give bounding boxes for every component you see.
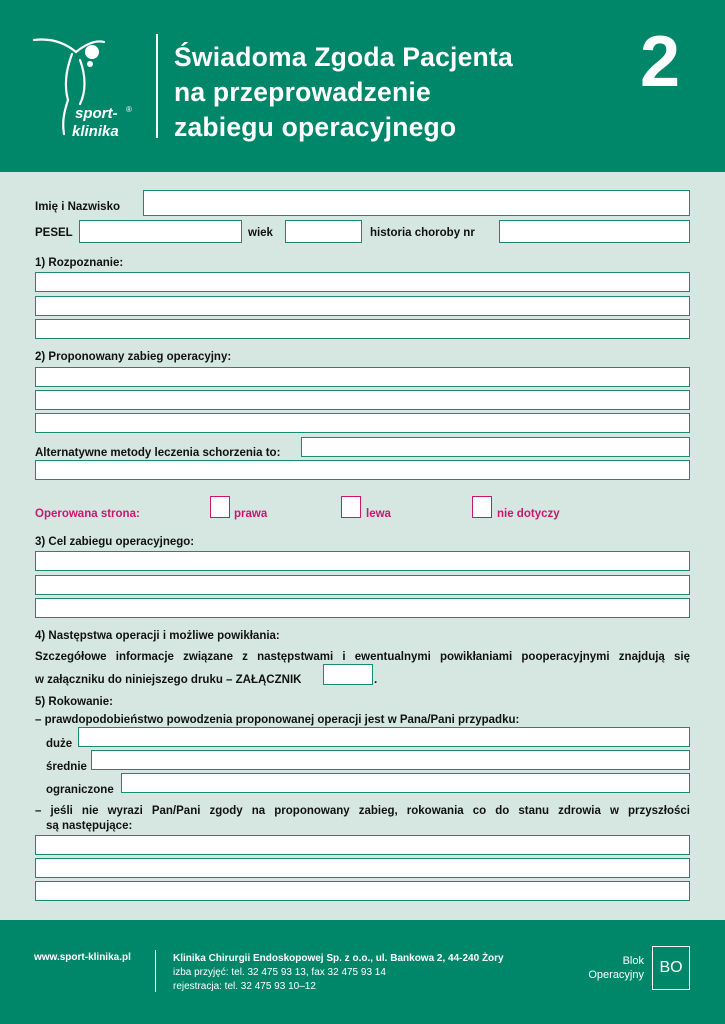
side-left-checkbox[interactable] xyxy=(341,496,361,518)
consequences-heading: 4) Następstwa operacji i możliwe powikłania: xyxy=(35,630,280,642)
prognosis-high-label: duże xyxy=(46,738,73,750)
no-consent-line-1[interactable] xyxy=(35,835,690,855)
title-line-1: Świadoma Zgoda Pacjenta xyxy=(174,42,513,72)
side-na-label: nie dotyczy xyxy=(497,508,560,520)
diagnosis-heading: 1) Rozpoznanie: xyxy=(35,257,124,269)
department-line-1: Blok xyxy=(622,955,644,967)
consequences-dot: . xyxy=(374,674,378,686)
department-code: BO xyxy=(652,946,690,990)
prognosis-mid-field[interactable] xyxy=(91,750,690,770)
pesel-field[interactable] xyxy=(79,220,242,243)
history-field[interactable] xyxy=(499,220,690,243)
registration-phone: rejestracja: tel. 32 475 93 10–12 xyxy=(173,981,316,992)
company-name: Klinika Chirurgii Endoskopowej Sp. z o.o., ul. Bankowa 2, 44-240 Żory xyxy=(173,953,504,964)
footer-address xyxy=(173,952,504,994)
diagnosis-line-3[interactable] xyxy=(35,319,690,339)
logo-text-klinika: klinika xyxy=(72,123,119,140)
side-label: Operowana strona: xyxy=(35,508,140,520)
age-label: wiek xyxy=(248,227,273,239)
diagnosis-line-1[interactable] xyxy=(35,272,690,292)
goal-heading: 3) Cel zabiegu operacyjnego: xyxy=(35,536,195,548)
history-label: historia choroby nr xyxy=(370,227,475,239)
website-link[interactable]: www.sport-klinika.pl xyxy=(34,952,131,963)
side-na-checkbox[interactable] xyxy=(472,496,492,518)
department-name xyxy=(560,954,644,982)
title-line-3: zabiegu operacyjnego xyxy=(174,112,457,142)
logo-text-sport: sport- xyxy=(75,105,118,122)
prognosis-heading: 5) Rokowanie: xyxy=(35,696,113,708)
side-right-label: prawa xyxy=(234,508,268,520)
procedure-line-1[interactable] xyxy=(35,367,690,387)
prognosis-low-label: ograniczone xyxy=(46,784,114,796)
admissions-phone: izba przyjęć: tel. 32 475 93 13, fax 32 475 93 14 xyxy=(173,967,386,978)
goal-line-1[interactable] xyxy=(35,551,690,571)
pesel-label: PESEL xyxy=(35,227,73,239)
prognosis-mid-label: średnie xyxy=(46,761,87,773)
footer-divider xyxy=(155,950,156,992)
alternatives-field[interactable] xyxy=(301,437,690,457)
procedure-line-3[interactable] xyxy=(35,413,690,433)
form-number: 2 xyxy=(640,22,681,102)
no-consent-line-2[interactable] xyxy=(35,858,690,878)
alternatives-line-2[interactable] xyxy=(35,460,690,480)
procedure-heading: 2) Proponowany zabieg operacyjny: xyxy=(35,351,232,363)
goal-line-3[interactable] xyxy=(35,598,690,618)
page-title xyxy=(174,40,594,145)
procedure-line-2[interactable] xyxy=(35,390,690,410)
alternatives-label: Alternatywne metody leczenia schorzenia to: xyxy=(35,447,281,459)
no-consent-line-3[interactable] xyxy=(35,881,690,901)
name-field[interactable] xyxy=(143,190,690,216)
title-line-2: na przeprowadzenie xyxy=(174,77,431,107)
side-right-checkbox[interactable] xyxy=(210,496,230,518)
age-field[interactable] xyxy=(285,220,362,243)
name-label: Imię i Nazwisko xyxy=(35,201,121,213)
goal-line-2[interactable] xyxy=(35,575,690,595)
prognosis-question: – prawdopodobieństwo powodzenia proponowanej operacji jest w Pana/Pani przypadku: xyxy=(35,714,520,726)
sport-klinika-logo xyxy=(28,30,148,145)
consequences-text-1: Szczegółowe informacje związane z następstwami i ewentualnymi powikłaniami pooperacyjnymi znajdują się xyxy=(35,651,690,663)
prognosis-low-field[interactable] xyxy=(121,773,690,793)
no-consent-text-1: – jeśli nie wyrazi Pan/Pani zgody na proponowany zabieg, rokowania co do stanu zdrowia w przyszłości xyxy=(35,805,690,817)
department-line-2: Operacyjny xyxy=(588,969,644,981)
prognosis-high-field[interactable] xyxy=(78,727,690,747)
consequences-text-2: w załączniku do niniejszego druku – ZAŁĄCZNIK xyxy=(35,674,302,686)
no-consent-text-2: są następujące: xyxy=(46,820,133,832)
side-left-label: lewa xyxy=(366,508,391,520)
attachment-number-field[interactable] xyxy=(323,664,373,685)
logo-registered: ® xyxy=(126,105,132,114)
diagnosis-line-2[interactable] xyxy=(35,296,690,316)
footer xyxy=(0,920,725,1024)
header-divider xyxy=(156,34,158,138)
